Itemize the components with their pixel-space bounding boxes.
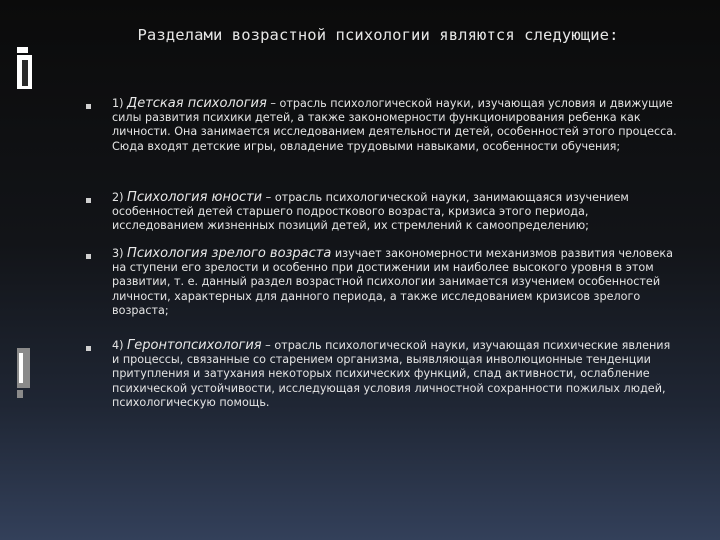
item-description: – отрасль психологической науки, изучающая психические явления и процессы, связанные со старением организма, выявляющая инволюционные тенденции притупления и затухания некоторых психических функций, спад активности, ослабление психической устойчивости, исследующая условия личностной сохранности пожилых людей, психологическую помощь. bbox=[112, 339, 671, 409]
item-description: – отрасль психологической науки, занимающаяся изучением особенностей детей старшего подросткового возраста, кризиса этого периода, исследованием жизненных позиций детей, их стремлений к самоопределению; bbox=[112, 191, 629, 233]
list-item-text bbox=[112, 247, 677, 318]
item-number: 1) bbox=[112, 97, 124, 110]
list-item-text bbox=[112, 339, 677, 410]
item-term: Психология зрелого возраста bbox=[127, 246, 332, 261]
item-term: Детская психология bbox=[127, 96, 267, 111]
item-term: Геронтопсихология bbox=[127, 338, 262, 353]
bullet-marker bbox=[86, 346, 91, 351]
item-description: – отрасль психологической науки, изучающая условия и движущие силы развития психики детей, а также закономерности функционирования ребенка как личности. Она занимается исследованием деятельности детей, особенностей этого процесса. Сюда входят детские игры, овладение трудовыми навыками, особенности обучения; bbox=[112, 97, 677, 153]
slide-title: Разделами возрастной психологии являются следующие: bbox=[137, 26, 619, 44]
bullet-marker bbox=[86, 104, 91, 109]
list-item-text bbox=[112, 191, 677, 234]
item-description: изучает закономерности механизмов развития человека на ступени его зрелости и особенно при достижении им наиболее высокого уровня в этом развитии, т. е. данный раздел возрастной психологии занимается изучением особенностей личности, характерных для данного периода, а также исследованием кризисов зрелого возраста; bbox=[112, 247, 673, 317]
list-item-text bbox=[112, 97, 677, 154]
bullet-marker bbox=[86, 254, 91, 259]
item-number: 4) bbox=[112, 339, 124, 352]
item-number: 2) bbox=[112, 191, 124, 204]
item-number: 3) bbox=[112, 247, 124, 260]
item-term: Психология юности bbox=[127, 190, 263, 205]
bullet-marker bbox=[86, 198, 91, 203]
